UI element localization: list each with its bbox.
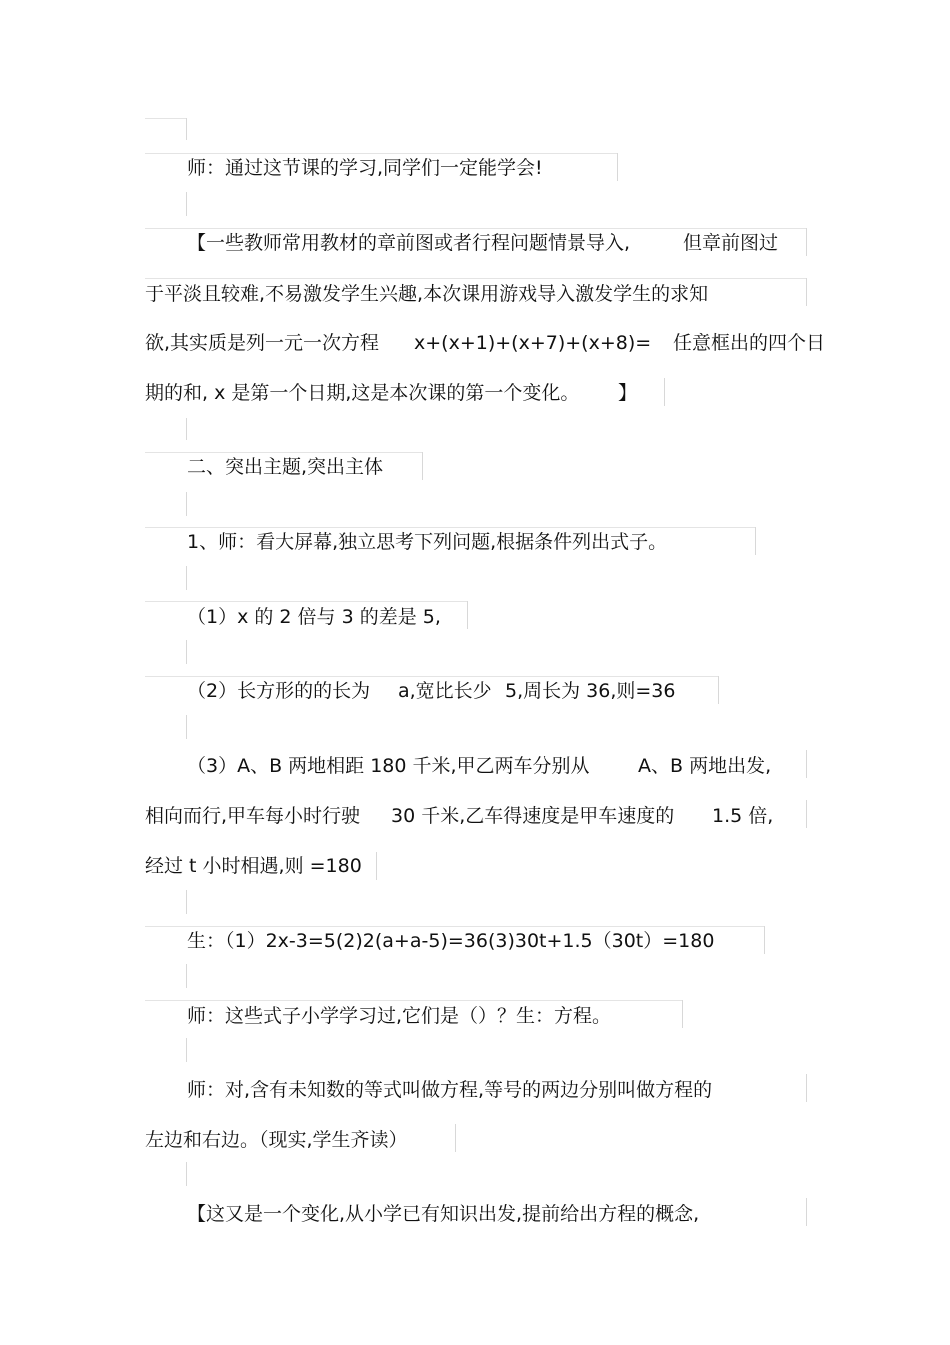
artifact-rule (422, 452, 423, 480)
artifact-rule (764, 926, 765, 954)
artifact-rule (186, 1162, 187, 1186)
paragraph-text: 但章前图过 (683, 232, 779, 254)
question-text: A、B 两地出发, (638, 755, 772, 777)
question-text: 相向而行,甲车每小时行驶 (145, 805, 361, 827)
artifact-rule (718, 676, 719, 704)
artifact-rule (806, 1198, 807, 1226)
paragraph-text: 1、师：看大屏幕,独立思考下列问题,根据条件列出式子。 (187, 531, 668, 553)
artifact-rule (145, 278, 806, 279)
artifact-rule (186, 566, 187, 590)
artifact-rule (186, 640, 187, 664)
artifact-rule (617, 153, 618, 181)
artifact-rule (145, 1000, 682, 1001)
artifact-rule (186, 1038, 187, 1062)
artifact-rule (806, 750, 807, 778)
artifact-rule (145, 452, 422, 453)
question-text: 5,周长为 36,则=36 (505, 680, 676, 702)
artifact-rule (467, 601, 468, 629)
artifact-rule (806, 228, 807, 256)
question-text: 30 千米,乙车得速度是甲车速度的 (391, 805, 675, 827)
artifact-rule (145, 118, 186, 119)
paragraph-text: 师：对,含有未知数的等式叫做方程,等号的两边分别叫做方程的 (187, 1079, 713, 1101)
artifact-rule (376, 852, 377, 880)
question-text: （3）A、B 两地相距 180 千米,甲乙两车分别从 (187, 755, 590, 777)
paragraph-text: 任意框出的四个日 (673, 332, 826, 354)
artifact-rule (806, 800, 807, 828)
paragraph-text: 师：通过这节课的学习,同学们一定能学会! (187, 157, 543, 179)
artifact-rule (145, 601, 467, 602)
artifact-rule (186, 418, 187, 440)
artifact-rule (682, 1000, 683, 1028)
artifact-rule (186, 492, 187, 516)
paragraph-text: 】 (618, 382, 638, 404)
question-text: a,宽比长少 (398, 680, 492, 702)
equation-text: x+(x+1)+(x+7)+(x+8)= (414, 332, 652, 354)
artifact-rule (186, 192, 187, 216)
artifact-rule (145, 676, 718, 677)
paragraph-text: 【一些教师常用教材的章前图或者行程问题情景导入, (187, 232, 631, 254)
paragraph-text: 师：这些式子小学学习过,它们是（）？生：方程。 (187, 1005, 612, 1027)
paragraph-text: 【这又是一个变化,从小学已有知识出发,提前给出方程的概念, (187, 1203, 700, 1225)
question-text: 经过 t 小时相遇,则 =180 (145, 855, 362, 877)
paragraph-text: 左边和右边。（现实,学生齐读） (145, 1129, 408, 1151)
artifact-rule (755, 527, 756, 555)
artifact-rule (664, 378, 665, 406)
artifact-rule (806, 278, 807, 306)
paragraph-text: 期的和, x 是第一个日期,这是本次课的第一个变化。 (145, 382, 580, 404)
answer-text: 生：（1）2x-3=5(2)2(a+a-5)=36(3)30t+1.5（30t）=180 (187, 930, 715, 952)
question-text: （1）x 的 2 倍与 3 的差是 5, (187, 606, 441, 628)
heading-text: 二、突出主题,突出主体 (187, 456, 384, 478)
question-text: （2）长方形的的长为 (187, 680, 371, 702)
artifact-rule (186, 964, 187, 988)
artifact-rule (455, 1124, 456, 1152)
artifact-rule (145, 926, 764, 927)
artifact-rule (145, 228, 806, 229)
artifact-rule (145, 527, 755, 528)
artifact-rule (186, 715, 187, 739)
artifact-rule (145, 153, 617, 154)
question-text: 1.5 倍, (712, 805, 774, 827)
paragraph-text: 欲,其实质是列一元一次方程 (145, 332, 380, 354)
artifact-rule (186, 118, 187, 140)
artifact-rule (186, 890, 187, 914)
artifact-rule (806, 1074, 807, 1102)
paragraph-text: 于平淡且较难,不易激发学生兴趣,本次课用游戏导入激发学生的求知 (145, 283, 709, 305)
